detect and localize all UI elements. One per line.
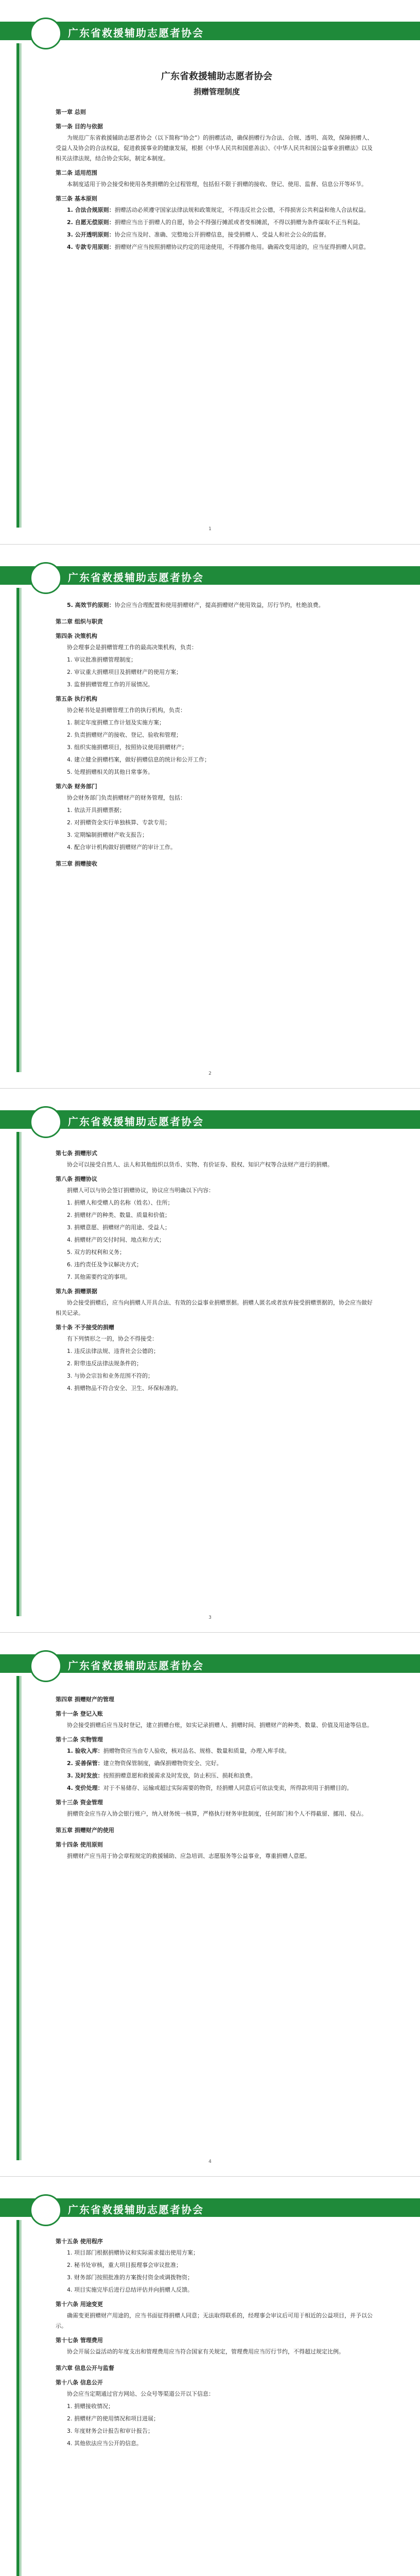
list-item-text: 3. 与协会宗旨和业务范围不符的；: [67, 1372, 153, 1379]
list-item: [67, 730, 378, 740]
list-item-text: 1. 违反法律法规、违背社会公德的；: [67, 1348, 159, 1354]
page-number: 1: [208, 527, 212, 532]
list-item-text: 4. 其他依法应当公开的信息。: [67, 2440, 142, 2447]
document-title: 广东省救援辅助志愿者协会: [161, 71, 272, 82]
side-ornament: [0, 1676, 21, 2160]
side-ornament: [0, 588, 21, 1072]
list-item-text: 协会应当及时、准确、完整地公开捐赠信息，接受捐赠人、受益人和社会公众的监督。: [114, 231, 330, 238]
paragraph: 协会应当定期通过官方网站、公众号等渠道公开以下信息：: [67, 2391, 214, 2397]
list-item-text: 2. 审议重大捐赠项目及捐赠财产的使用方案；: [67, 669, 182, 675]
paragraph: 确需变更捐赠财产用途的，应当书面征得捐赠人同意；无法取得联系的，经理事会审议后可用于相近的公益项目，并予以公示。: [56, 2312, 373, 2329]
paragraph: 为规范广东省救援辅助志愿者协会（以下简称“协会”）的捐赠活动，确保捐赠行为合法、合规、透明、高效，保障捐赠人、受益人及协会的合法权益，促进救援事业的健康发展，根据《中华人民共和国慈善法》、《中华人民共和国公益事业捐赠法》以及相关法律法规，结合协会实际，制定本制度。: [56, 134, 373, 162]
list-item: [67, 2426, 378, 2436]
list-item-key: 2. 妥善保管：: [67, 1760, 103, 1767]
article-heading: 第十一条 登记入账: [56, 1710, 103, 1717]
list-item: [67, 767, 378, 777]
list-item: [67, 1746, 378, 1756]
list-item-text: 4. 建立健全捐赠档案，做好捐赠信息的统计和公开工作；: [67, 756, 210, 763]
paragraph: 协会可以接受自然人、法人和其他组织以货币、实物、有价证券、股权、知识产权等合法财产进行的捐赠。: [67, 1161, 333, 1168]
side-ornament: [0, 2220, 21, 2576]
page: [0, 544, 420, 1088]
paragraph: 捐赠财产应当用于协会章程规定的救援辅助、应急培训、志愿服务等公益事业，尊重捐赠人意愿。: [67, 1853, 310, 1859]
list-item-text: 7. 其他需要约定的事项。: [67, 1274, 131, 1280]
article-heading: 第十七条 管理费用: [56, 2337, 103, 2344]
list-item-text: 捐赠应当出于捐赠人的自愿，协会不得强行摊派或者变相摊派，不得以捐赠为条件谋取不正当利益。: [114, 219, 364, 226]
paragraph: 捐赠资金应当存入协会银行账户，纳入财务统一核算，严格执行财务审批制度，任何部门和个人不得截留、挪用、侵占。: [67, 1810, 367, 1817]
list-item: [67, 818, 378, 828]
page-number: 4: [208, 2159, 212, 2164]
list-item: [67, 667, 378, 677]
page-content: [56, 69, 378, 255]
list-item-text: 1. 捐赠接收情况；: [67, 2403, 114, 2410]
list-item: [67, 1371, 378, 1381]
page: [0, 1088, 420, 1632]
list-item-text: 3. 捐赠意愿、捐赠财产的用途、受益人；: [67, 1224, 170, 1231]
list-item: [67, 742, 378, 753]
list-item-text: 4. 配合审计机构做好捐赠财产的审计工作。: [67, 844, 176, 851]
page-content: [56, 1144, 378, 1396]
page: [0, 0, 420, 544]
association-logo-icon: [30, 562, 62, 594]
list-item-key: 3. 公开透明原则：: [67, 231, 115, 238]
paragraph: 协会财务部门负责捐赠财产的财务管理，包括：: [67, 794, 186, 801]
list-item: [67, 2438, 378, 2449]
header-org-name: 广东省救援辅助志愿者协会: [68, 2204, 204, 2216]
list-item-text: 按照捐赠意愿和救援需求及时发放，防止积压、损耗和浪费。: [103, 1772, 256, 1779]
page-content: [56, 2232, 378, 2451]
chapter-heading: 第五章 捐赠财产的使用: [56, 1827, 114, 1834]
chapter-heading: 第二章 组织与职责: [56, 618, 103, 625]
list-item: [67, 2285, 378, 2295]
article-heading: 第八条 捐赠协议: [56, 1176, 97, 1182]
list-item: [67, 205, 378, 215]
list-item: [67, 242, 378, 252]
article-heading: 第十二条 实物管理: [56, 1736, 103, 1743]
page-content: [56, 1688, 378, 1863]
list-item-text: 4. 捐赠财产的交付时间、地点和方式；: [67, 1236, 165, 1243]
list-item-text: 2. 秘书处审核，重大项目报理事会审议批准；: [67, 2262, 182, 2268]
side-ornament: [0, 1132, 21, 1616]
paragraph: 本制度适用于协会接受和使用各类捐赠的全过程管理，包括但不限于捐赠的接收、登记、使用、监督、信息公开等环节。: [67, 181, 367, 188]
paragraph: 有下列情形之一的，协会不得接受：: [67, 1335, 157, 1342]
list-item-key: 1. 合法合规原则：: [67, 207, 115, 213]
list-item: [67, 1383, 378, 1394]
page-blocks: [56, 1694, 378, 1861]
list-item: [67, 1247, 378, 1258]
paragraph: 协会接受捐赠后，应当向捐赠人开具合法、有效的公益事业捐赠票据。捐赠人匿名或者放弃接受捐赠票据的，协会应当做好相关记录。: [56, 1299, 373, 1316]
header-org-name: 广东省救援辅助志愿者协会: [68, 1659, 204, 1672]
list-item-key: 4. 专款专用原则：: [67, 244, 115, 250]
page: [0, 1632, 420, 2176]
paragraph: 协会理事会是捐赠管理工作的最高决策机构，负责：: [67, 644, 197, 651]
list-item-text: 1. 依法开具捐赠票据；: [67, 807, 125, 814]
list-item-key: 2. 自愿无偿原则：: [67, 219, 115, 226]
list-item-text: 建立物资保管制度，确保捐赠物资安全、完好。: [103, 1760, 222, 1767]
list-item: [67, 1210, 378, 1221]
list-item: [67, 1758, 378, 1769]
list-item-text: 2. 附带违反法律法规条件的；: [67, 1360, 142, 1367]
list-item-text: 1. 捐赠人和受赠人的名称（姓名）、住所；: [67, 1199, 173, 1206]
page-blocks: [56, 107, 378, 252]
article-heading: 第十五条 使用程序: [56, 2238, 103, 2245]
list-item: [67, 2260, 378, 2270]
list-item: [67, 1359, 378, 1369]
list-item-text: 5. 处理捐赠相关的其他日常事务。: [67, 769, 153, 775]
article-heading: 第二条 适用范围: [56, 170, 97, 176]
list-item: [67, 1771, 378, 1781]
list-item-text: 1. 项目部门根据捐赠协议和实际需求提出使用方案；: [67, 2249, 199, 2256]
list-item: [67, 2273, 378, 2283]
paragraph: 协会秘书处是捐赠管理工作的执行机构，负责：: [67, 707, 186, 714]
list-item: [67, 1223, 378, 1233]
list-item: [67, 1235, 378, 1245]
page-number: 3: [208, 1615, 212, 1620]
page-header: [0, 562, 420, 588]
list-item-text: 1. 审议批准捐赠管理制度；: [67, 656, 136, 663]
list-item: [67, 1198, 378, 1208]
header-band: [0, 566, 420, 585]
list-item-text: 1. 制定年度捐赠工作计划及实施方案；: [67, 719, 165, 726]
list-item-text: 4. 项目实施完毕后进行总结评估并向捐赠人反馈。: [67, 2286, 193, 2293]
chapter-heading: 第一章 总则: [56, 109, 86, 115]
page-header: [0, 2194, 420, 2220]
association-logo-icon: [30, 1650, 62, 1682]
page: [0, 2176, 420, 2576]
list-item-text: 3. 定期编制捐赠财产收支报告；: [67, 832, 148, 838]
page-header: [0, 1650, 420, 1676]
list-item: [67, 230, 378, 240]
header-band: [0, 1110, 420, 1129]
side-ornament: [0, 43, 21, 528]
list-item-key: 5. 高效节约原则：: [67, 602, 115, 608]
header-org-name: 广东省救援辅助志愿者协会: [68, 1115, 204, 1128]
list-item: [67, 2248, 378, 2258]
list-item: [67, 1783, 378, 1793]
list-item: [67, 805, 378, 816]
header-band: [0, 22, 420, 40]
page-blocks: [56, 2236, 378, 2449]
list-item-text: 3. 监督捐赠管理工作的开展情况。: [67, 681, 153, 688]
list-item: [67, 2401, 378, 2412]
association-logo-icon: [30, 1106, 62, 1138]
list-item: [67, 842, 378, 853]
list-item-text: 捐赠活动必须遵守国家法律法规和政策规定，不得违反社会公德，不得损害公共利益和他人合法权益。: [114, 207, 370, 213]
page-number: 2: [208, 1071, 212, 1076]
article-heading: 第九条 捐赠票据: [56, 1288, 97, 1295]
chapter-heading: 第三章 捐赠接收: [56, 860, 97, 867]
list-item-text: 3. 组织实施捐赠项目，按照协议使用捐赠财产；: [67, 744, 187, 751]
article-heading: 第十条 不予接受的捐赠: [56, 1324, 114, 1331]
list-item-text: 捐赠财产应当按照捐赠协议约定的用途使用，不得挪作他用。确需改变用途的，应当征得捐赠人同意。: [114, 244, 370, 250]
list-item-text: 2. 对捐赠资金实行单独核算、专款专用；: [67, 819, 170, 826]
article-heading: 第十八条 信息公开: [56, 2379, 103, 2386]
list-item: [67, 600, 378, 611]
association-logo-icon: [30, 2194, 62, 2226]
list-item: [67, 1260, 378, 1270]
header-org-name: 广东省救援辅助志愿者协会: [68, 571, 204, 584]
page-content: [56, 600, 378, 871]
document-subtitle: 捐赠管理制度: [193, 87, 240, 96]
list-item-text: 3. 年度财务会计报告和审计报告；: [67, 2428, 153, 2434]
header-org-name: 广东省救援辅助志愿者协会: [68, 27, 204, 39]
paragraph: 捐赠人可以与协会签订捐赠协议，协议应当明确以下内容：: [67, 1187, 214, 1194]
paragraph: 协会接受捐赠后应当及时登记，建立捐赠台账，如实记录捐赠人、捐赠时间、捐赠财产的种类、数量、价值及用途等信息。: [67, 1722, 373, 1728]
list-item: [67, 680, 378, 690]
list-item-text: 4. 捐赠物品不符合安全、卫生、环保标准的。: [67, 1385, 182, 1392]
header-band: [0, 1654, 420, 1673]
list-item: [67, 755, 378, 765]
list-item-text: 2. 捐赠财产的种类、数量、质量和价值；: [67, 1212, 170, 1218]
list-item: [67, 217, 378, 228]
list-item-key: 4. 变价处理：: [67, 1785, 103, 1791]
association-logo-icon: [30, 18, 62, 49]
list-item-text: 5. 双方的权利和义务；: [67, 1249, 125, 1256]
list-item-text: 6. 违约责任及争议解决方式；: [67, 1261, 142, 1268]
page-header: [0, 1106, 420, 1132]
article-heading: 第十四条 使用原则: [56, 1841, 103, 1848]
header-band: [0, 2198, 420, 2217]
page-header: [0, 18, 420, 43]
list-item-key: 1. 验收入库：: [67, 1748, 103, 1754]
list-item-key: 3. 及时发放：: [67, 1772, 103, 1779]
article-heading: 第七条 捐赠形式: [56, 1150, 97, 1157]
list-item: [67, 1272, 378, 1282]
list-item-text: 2. 捐赠财产的使用情况和项目进展；: [67, 2415, 159, 2422]
paragraph: 协会开展公益活动的年度支出和管理费用应当符合国家有关规定，管理费用应当厉行节约，不得超过规定比例。: [67, 2348, 344, 2355]
list-item: [67, 718, 378, 728]
article-heading: 第三条 基本原则: [56, 195, 97, 202]
list-item: [67, 830, 378, 840]
article-heading: 第一条 目的与依据: [56, 123, 103, 130]
article-heading: 第四条 决策机构: [56, 633, 97, 639]
list-item: [67, 1346, 378, 1357]
article-heading: 第六条 财务部门: [56, 783, 97, 790]
page-blocks: [56, 1148, 378, 1394]
chapter-heading: 第六章 信息公开与监督: [56, 2365, 114, 2371]
list-item-text: 2. 负责捐赠财产的接收、登记、验收和管理；: [67, 732, 182, 738]
list-item-text: 协会应当合理配置和使用捐赠财产，提高捐赠财产使用效益，厉行节约，杜绝浪费。: [114, 602, 324, 608]
article-heading: 第十三条 资金管理: [56, 1799, 103, 1806]
list-item: [67, 2414, 378, 2424]
list-item-text: 3. 财务部门按照批准的方案拨付资金或调拨物资；: [67, 2274, 193, 2281]
list-item: [67, 655, 378, 665]
page-blocks: [56, 600, 378, 869]
list-item-text: 捐赠物资应当由专人验收，核对品名、规格、数量和质量，办理入库手续。: [103, 1748, 290, 1754]
article-heading: 第五条 执行机构: [56, 696, 97, 702]
list-item-text: 对于不易储存、运输或超过实际需要的物资，经捐赠人同意后可依法变卖，所得款项用于捐赠目的。: [103, 1785, 353, 1791]
chapter-heading: 第四章 捐赠财产的管理: [56, 1696, 114, 1703]
article-heading: 第十六条 用途变更: [56, 2301, 103, 2308]
